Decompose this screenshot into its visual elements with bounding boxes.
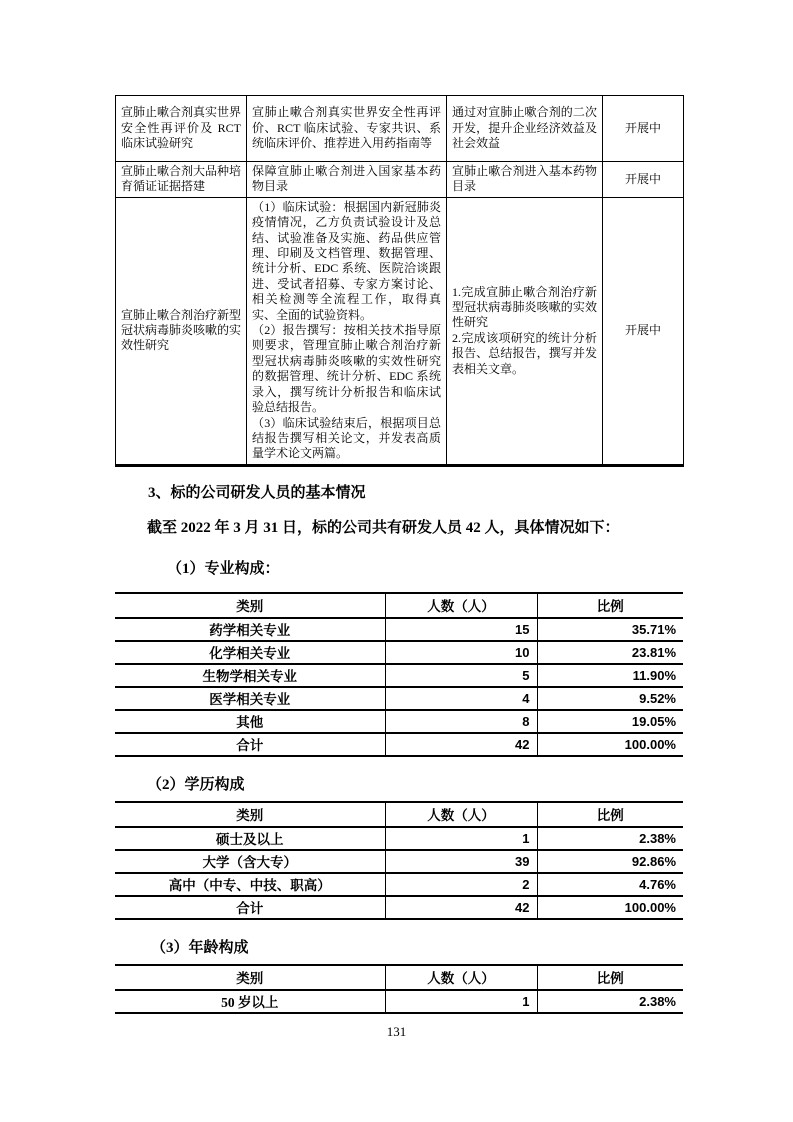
rd-projects-table (115, 95, 684, 467)
ratio-cell: 2.38% (537, 990, 683, 1013)
column-header: 类别 (115, 593, 385, 618)
paragraph: （1）临床试验：根据国内新冠肺炎疫情情况，乙方负责试验设计及总结、试验准备及实施、药品供应管理、印刷及文档管理、数据管理、统计分析、EDC 系统、医院洽谈跟进、受试者招募、专家方案讨论、相关检测等全流程工作，取得真实、全面的试验资料。 (252, 199, 441, 322)
table-header-row (115, 593, 683, 618)
ratio-cell: 92.86% (537, 850, 683, 873)
category-cell: 合计 (115, 896, 385, 919)
table-row (116, 197, 684, 465)
ratio-cell: 23.81% (537, 641, 683, 664)
ratio-cell: 11.90% (537, 664, 683, 687)
ratio-cell: 4.76% (537, 873, 683, 896)
project-name-cell: 宣肺止嗽合剂治疗新型冠状病毒肺炎咳嗽的实效性研究 (116, 197, 247, 465)
project-content-cell (247, 197, 447, 465)
page-number: 131 (386, 1024, 407, 1039)
ratio-cell: 9.52% (537, 687, 683, 710)
project-goal-cell (447, 96, 603, 162)
category-cell: 其他 (115, 710, 385, 733)
ratio-cell: 100.00% (537, 896, 683, 919)
column-header: 人数（人） (385, 965, 537, 990)
page-content (115, 95, 683, 1014)
category-cell: 医学相关专业 (115, 687, 385, 710)
column-header: 人数（人） (385, 802, 537, 827)
paragraph: 保障宣肺止嗽合剂进入国家基本药物目录 (252, 164, 441, 194)
paragraph: 宣肺止嗽合剂真实世界安全性再评价、RCT 临床试验、专家共识、系统临床评价、推荐进入用药指南等 (252, 105, 441, 151)
count-cell: 10 (385, 641, 537, 664)
category-cell: 高中（中专、中技、职高） (115, 873, 385, 896)
education-composition-table (115, 801, 683, 920)
column-header: 比例 (537, 965, 683, 990)
paragraph: （3）临床试验结束后，根据项目总结报告撰写相关论文，并发表高质量学术论文两篇。 (252, 415, 441, 461)
count-cell: 4 (385, 687, 537, 710)
project-name-cell: 宣肺止嗽合剂大品种培育循证证据搭建 (116, 162, 247, 198)
paragraph: 通过对宣肺止嗽合剂的二次开发，提升企业经济效益及社会效益 (452, 105, 597, 151)
category-cell: 硕士及以上 (115, 827, 385, 850)
paragraph: 2.完成该项研究的统计分析报告、总结报告，撰写并发表相关文章。 (452, 330, 597, 376)
column-header: 人数（人） (385, 593, 537, 618)
table-header-row (115, 965, 683, 990)
paragraph: （2）报告撰写：按相关技术指导原则要求，管理宣肺止嗽合剂治疗新型冠状病毒肺炎咳嗽的实效性研究的数据管理、统计分析、EDC 系统录入，撰写统计分析报告和临床试验总结报告。 (252, 323, 441, 415)
column-header: 类别 (115, 965, 385, 990)
table-row (115, 664, 683, 687)
column-header: 比例 (537, 593, 683, 618)
table-row (115, 687, 683, 710)
count-cell: 8 (385, 710, 537, 733)
category-cell: 化学相关专业 (115, 641, 385, 664)
count-cell: 39 (385, 850, 537, 873)
count-cell: 2 (385, 873, 537, 896)
subsection-title-education: （2）学历构成 (147, 776, 245, 793)
count-cell: 42 (385, 733, 537, 756)
ratio-cell: 35.71% (537, 618, 683, 641)
project-status-cell: 开展中 (603, 96, 684, 162)
paragraph: 1.完成宣肺止嗽合剂治疗新型冠状病毒肺炎咳嗽的实效性研究 (452, 284, 597, 330)
category-cell: 合计 (115, 733, 385, 756)
project-goal-cell (447, 197, 603, 465)
project-status-cell: 开展中 (603, 162, 684, 198)
category-cell: 生物学相关专业 (115, 664, 385, 687)
count-cell: 15 (385, 618, 537, 641)
category-cell: 药学相关专业 (115, 618, 385, 641)
paragraph: 宣肺止嗽合剂进入基本药物目录 (452, 164, 597, 194)
table-row (115, 641, 683, 664)
table-row (115, 618, 683, 641)
subsection-title-age: （3）年龄构成 (151, 939, 249, 956)
count-cell: 1 (385, 990, 537, 1013)
table-row (115, 827, 683, 850)
table-row (115, 850, 683, 873)
table-row (115, 873, 683, 896)
ratio-cell: 19.05% (537, 710, 683, 733)
table-row (115, 710, 683, 733)
count-cell: 5 (385, 664, 537, 687)
category-cell: 50 岁以上 (115, 990, 385, 1013)
subsection-title-major: （1）专业构成： (167, 560, 280, 577)
major-composition-table (115, 592, 683, 757)
age-composition-table (115, 964, 683, 1014)
table-row-total (115, 733, 683, 756)
table-row-total (115, 896, 683, 919)
ratio-cell: 2.38% (537, 827, 683, 850)
count-cell: 1 (385, 827, 537, 850)
table-row (116, 96, 684, 162)
project-goal-cell (447, 162, 603, 198)
table-row (116, 162, 684, 198)
project-name-cell: 宣肺止嗽合剂真实世界安全性再评价及 RCT 临床试验研究 (116, 96, 247, 162)
column-header: 比例 (537, 802, 683, 827)
project-status-cell: 开展中 (603, 197, 684, 465)
section-heading: 3、标的公司研发人员的基本情况 (148, 484, 366, 501)
section-intro-text: 截至 2022 年 3 月 31 日，标的公司共有研发人员 42 人，具体情况如下： (147, 519, 620, 536)
count-cell: 42 (385, 896, 537, 919)
ratio-cell: 100.00% (537, 733, 683, 756)
project-content-cell (247, 96, 447, 162)
category-cell: 大学（含大专） (115, 850, 385, 873)
table-row (115, 990, 683, 1013)
table-header-row (115, 802, 683, 827)
project-content-cell (247, 162, 447, 198)
column-header: 类别 (115, 802, 385, 827)
